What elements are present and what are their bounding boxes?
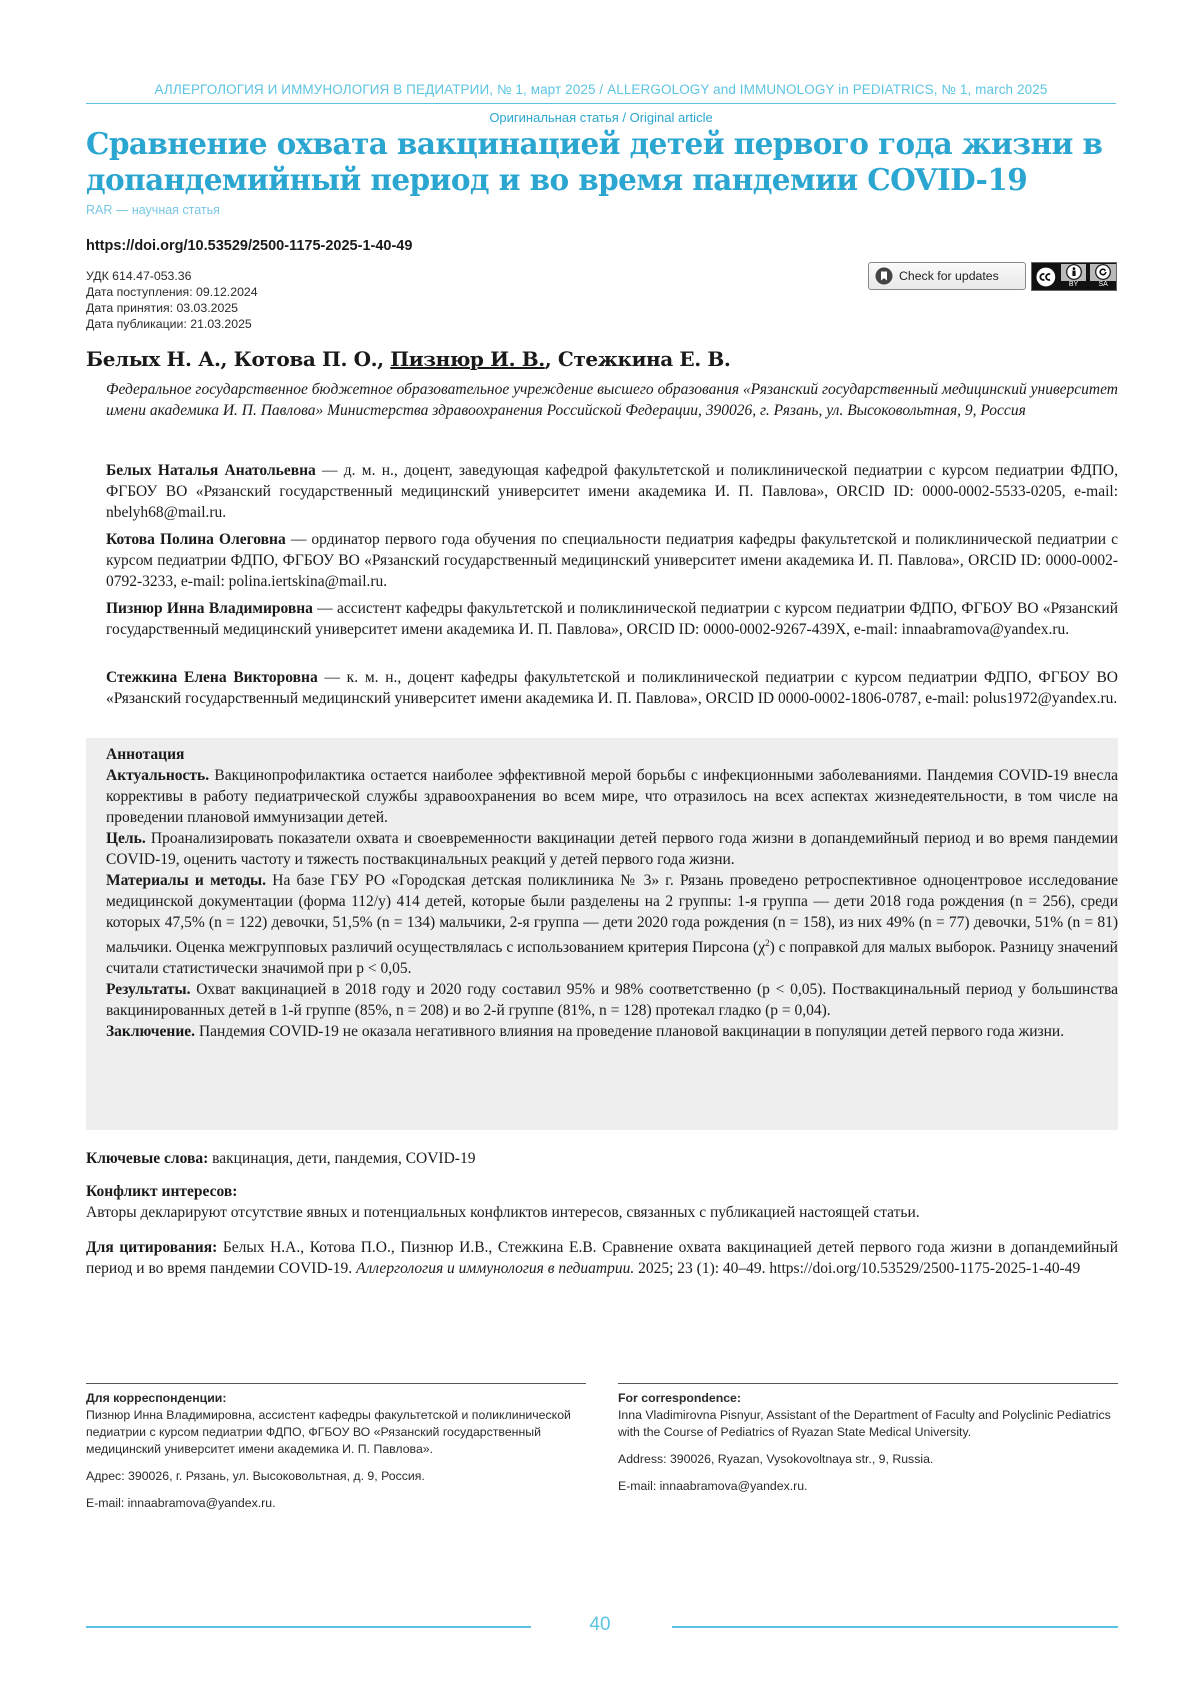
- cc-sa-label: SA: [1090, 281, 1116, 289]
- creative-commons-icon: [1035, 266, 1057, 288]
- abstract-results: [106, 979, 1118, 1021]
- keywords: [86, 1148, 1118, 1169]
- author-bio-text: — ординатор первого года обучения по специальности педиатрия кафедры факультетской и поликлинической педиатрии с курсом педиатрии ФДПО, ФГБОУ ВО «Рязанский государственный медицинский университет имени академика И. П. Павлова», ORCID ID: 0000-0002-0792-3233, e-mail: polina.iertskina@mail.ru.: [106, 531, 1118, 590]
- date-published: Дата публикации: 21.03.2025: [86, 317, 252, 331]
- abstract-relevance: [106, 765, 1118, 828]
- share-alike-icon: [1095, 264, 1111, 280]
- abstract-heading: Аннотация: [106, 746, 185, 763]
- abstract: [106, 744, 1118, 1042]
- author-name: Котова П. О.,: [233, 347, 384, 371]
- abstract-results-text: Охват вакцинацией в 2018 году и 2020 году составил 95% и 98% соответственно (p < 0,05). Поствакцинальный период у большинства вакцинированных детей в 1-й группе (85%, n = 208) и во 2-й группе (81%, n = 128) протекал гладко (p = 0,04).: [106, 981, 1118, 1020]
- author-bio: [106, 598, 1118, 640]
- author-name: Стежкина Е. В.: [557, 347, 731, 371]
- citation-text: Белых Н.А., Котова П.О., Пизнюр И.В., Стежкина Е.В. Сравнение охвата вакцинацией детей первого года жизни в допандемийный период и во время пандемии COVID-19.: [86, 1239, 1119, 1277]
- abstract-methods-superscript: 2: [765, 938, 770, 948]
- abstract-methods: [106, 870, 1118, 979]
- author-bio-name: Пизнюр Инна Владимировна: [106, 600, 313, 617]
- page-number: 40: [589, 1614, 611, 1635]
- rar-label: RAR — научная статья: [86, 203, 220, 217]
- affiliation: Федеральное государственное бюджетное образовательное учреждение высшего образования «Рязанский государственный медицинский университет имени академика И. П. Павлова» Министерства здравоохранения Российской Федерации, 390026, г. Рязань, ул. Высоковольтная, 9, Россия: [106, 381, 1118, 419]
- conflict-of-interest: [86, 1181, 1118, 1223]
- author-bio: [106, 667, 1118, 709]
- correspondence-ru-text: Пизнюр Инна Владимировна, ассистент кафедры факультетской и поликлинической педиатрии с курсом педиатрии ФДПО, ФГБОУ ВО «Рязанский государственный медицинский университет имени академика И. П. Павлова».: [86, 1408, 571, 1456]
- citation-text-end: 2025; 23 (1): 40–49. https://doi.org/10.53529/2500-1175-2025-1-40-49: [634, 1260, 1081, 1277]
- abstract-relevance-label: Актуальность.: [106, 767, 210, 784]
- abstract-methods-text-cont: ) с поправкой для малых выборок. Разницу значений считали статистически значимой при p < 0,05.: [106, 939, 1118, 978]
- publication-dates: [86, 268, 258, 332]
- abstract-goal: [106, 828, 1118, 870]
- correspondence-ru-email[interactable]: E-mail: innaabramova@yandex.ru.: [86, 1496, 276, 1510]
- author-bio-name: Белых Наталья Анатольевна: [106, 462, 316, 479]
- conflict-text: Авторы декларируют отсутствие явных и потенциальных конфликтов интересов, связанных с публикацией настоящей статьи.: [86, 1204, 920, 1221]
- keywords-label: Ключевые слова:: [86, 1150, 209, 1167]
- abstract-conclusion: [106, 1021, 1118, 1042]
- abstract-methods-text: На базе ГБУ РО «Городская детская поликлиника № 3» г. Рязань проведено ретроспективное одноцентровое исследование медицинской документации (форма 112/у) 414 детей, которые были разделены на 2 группы: 1-я группа — дети 2018 года рождения (n = 256), среди которых 47,5% (n = 122) девочки, 51,5% (n = 134) мальчики, 2-я группа — дети 2020 года рождения (n = 158), из них 49% (n = 77) девочки, 51% (n = 81) мальчики. Оценка межгрупповых различий осуществлялась с использованием критерия Пирсона (χ: [106, 872, 1118, 957]
- attribution-icon: [1066, 264, 1082, 280]
- author-bio-text: — ассистент кафедры факультетской и поликлинической педиатрии с курсом педиатрии ФДПО, ФГБОУ ВО «Рязанский государственный медицинский университет имени академика И. П. Павлова», ORCID ID: 0000-0002-9267-439X, e-mail: innaabramova@yandex.ru.: [106, 600, 1118, 638]
- correspondence-ru: [86, 1383, 586, 1522]
- conflict-label: Конфликт интересов:: [86, 1183, 238, 1200]
- correspondence-en-address: Address: 390026, Ryazan, Vysokovoltnaya str., 9, Russia.: [618, 1452, 934, 1466]
- bookmark-icon: [875, 267, 893, 285]
- check-for-updates-button[interactable]: [868, 262, 1026, 290]
- abstract-relevance-text: Вакцинопрофилактика остается наиболее эффективной мерой борьбы с инфекционными заболеваниями. Пандемия COVID-19 внесла коррективы в работу педиатрической службы здравоохранения во всем мире, что отразилось на всех аспектах жизнедеятельности, в том числе на проведении плановой иммунизации детей.: [106, 767, 1118, 826]
- abstract-goal-text: Проанализировать показатели охвата и своевременности вакцинации детей первого года жизни в допандемийный период и во время пандемии COVID-19, оценить частоту и тяжесть поствакцинальных реакций у детей первого года жизни.: [106, 830, 1118, 868]
- author-separator: ,: [544, 347, 552, 371]
- cc-license-badge[interactable]: [1031, 262, 1117, 291]
- article-title: Сравнение охвата вакцинацией детей первого года жизни в допандемийный период и во время пандемии COVID-19: [86, 126, 1103, 197]
- author-bio-name: Стежкина Елена Викторовна: [106, 669, 318, 686]
- abstract-conclusion-text: Пандемия COVID-19 не оказала негативного влияния на проведение плановой вакцинации в популяции детей первого года жизни.: [195, 1023, 1065, 1041]
- correspondence-en-text: Inna Vladimirovna Pisnyur, Assistant of the Department of Faculty and Polyclinic Pediatrics with the Course of Pediatrics of Ryazan State Medical University.: [618, 1408, 1111, 1439]
- cc-by-label: BY: [1061, 281, 1087, 289]
- date-received: Дата поступления: 09.12.2024: [86, 285, 258, 299]
- journal-header: АЛЛЕРГОЛОГИЯ И ИММУНОЛОГИЯ В ПЕДИАТРИИ, № 1, март 2025 / ALLERGOLOGY and IMMUNOLOGY in PEDIATRICS, № 1, march 2025: [86, 82, 1116, 104]
- doi-link[interactable]: https://doi.org/10.53529/2500-1175-2025-1-40-49: [86, 238, 413, 254]
- udk: УДК 614.47-053.36: [86, 269, 192, 283]
- author-name: Белых Н. А.,: [86, 347, 228, 371]
- correspondence-en: [618, 1383, 1118, 1505]
- citation-journal: Аллергология и иммунология в педиатрии.: [356, 1260, 635, 1277]
- article-type: Оригинальная статья / Original article: [489, 110, 713, 125]
- abstract-goal-label: Цель.: [106, 830, 146, 847]
- keywords-text: вакцинация, дети, пандемия, COVID-19: [208, 1150, 476, 1167]
- author-bio: [106, 460, 1118, 523]
- abstract-conclusion-label: Заключение.: [106, 1023, 196, 1041]
- author-list: [86, 347, 730, 371]
- correspondence-en-heading: For correspondence:: [618, 1391, 741, 1405]
- author-bio: [106, 529, 1118, 592]
- citation-label: Для цитирования:: [86, 1239, 218, 1256]
- correspondence-ru-address: Адрес: 390026, г. Рязань, ул. Высоковольтная, д. 9, Россия.: [86, 1469, 425, 1483]
- correspondence-ru-heading: Для корреспонденции:: [86, 1391, 227, 1405]
- check-for-updates-label: Check for updates: [899, 269, 999, 283]
- abstract-methods-label: Материалы и методы.: [106, 872, 267, 889]
- correspondence-en-email[interactable]: E-mail: innaabramova@yandex.ru.: [618, 1479, 808, 1493]
- author-bio-text: — к. м. н., доцент кафедры факультетской и поликлинической педиатрии с курсом педиатрии ФДПО, ФГБОУ ВО «Рязанский государственный медицинский университет имени академика И. П. Павлова», ORCID ID 0000-0002-1806-0787, e-mail: polus1972@yandex.ru.: [106, 669, 1118, 707]
- abstract-results-label: Результаты.: [106, 981, 191, 999]
- date-accepted: Дата принятия: 03.03.2025: [86, 301, 238, 315]
- citation: [86, 1237, 1118, 1279]
- footer-rule-right: [672, 1626, 1118, 1628]
- corresponding-author-name: Пизнюр И. В.: [390, 347, 545, 371]
- author-bio-text: — д. м. н., доцент, заведующая кафедрой факультетской и поликлинической педиатрии с курсом педиатрии ФДПО, ФГБОУ ВО «Рязанский государственный медицинский университет имени академика И. П. Павлова», ORCID ID: 0000-0002-5533-0205, e-mail: nbelyh68@mail.ru.: [106, 462, 1118, 521]
- author-bio-name: Котова Полина Олеговна: [106, 531, 286, 548]
